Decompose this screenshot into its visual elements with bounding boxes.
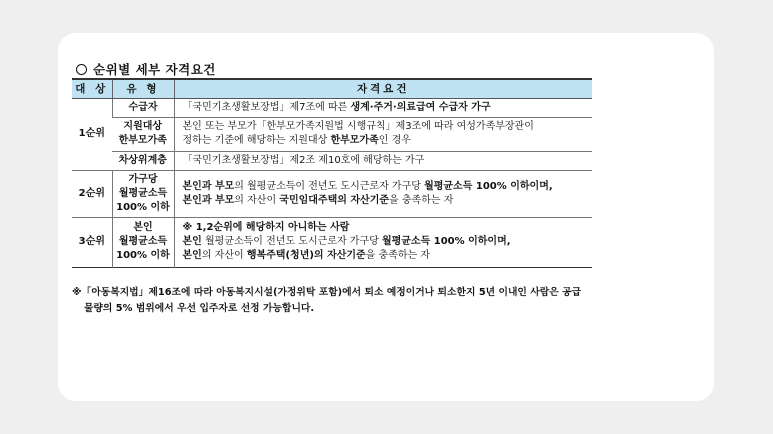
desc-line: [183, 235, 593, 249]
desc-text: 의 자산이: [234, 194, 280, 206]
desc-line: 본인 또는 부모가「한부모가족지원법 시행규칙」제3조에 따라 여성가족부장관이: [182, 121, 534, 132]
table-row: [72, 98, 592, 117]
desc-text: 의 월평균소득이 전년도 도시근로자 가구당: [234, 180, 425, 192]
type-line: 월평균소득: [118, 236, 168, 247]
type-personal-income: [112, 217, 174, 267]
desc-text-bold: 월평균소득 100% 이하이며,: [381, 236, 511, 247]
desc-line: ※ 1,2순위에 해당하지 아니하는 사람: [182, 222, 350, 233]
type-line: 월평균소득: [118, 187, 168, 199]
desc-text-bold: 본인과 부모: [182, 180, 235, 192]
desc-line: [183, 180, 593, 194]
type-line: 100% 이하: [116, 250, 170, 261]
table-row: [72, 170, 592, 217]
rank-2: 2순위: [72, 170, 112, 217]
desc-text: 의 자산이: [201, 250, 247, 261]
desc-line: [183, 249, 593, 263]
desc-text-bold: 생계·주거·의료급여 수급자 가구: [350, 101, 491, 113]
desc-text-bold: 본인과 부모: [182, 194, 235, 206]
table-row: [72, 117, 592, 151]
type-near-poverty: 차상위계층: [112, 151, 174, 170]
desc-recipient: [174, 98, 592, 117]
section-heading: [76, 60, 216, 78]
desc-text: 을 충족하는 자: [365, 250, 431, 261]
type-line: 본인: [133, 222, 153, 233]
desc-text-bold: 월평균소득 100% 이하이며,: [424, 180, 553, 192]
table-row: [72, 151, 592, 170]
circle-bullet-icon: [76, 64, 87, 75]
header-rank: 대 상: [72, 79, 112, 98]
footnote: [72, 285, 600, 317]
desc-single-parent: [174, 117, 592, 151]
section-heading-text: 순위별 세부 자격요건: [93, 62, 216, 77]
desc-line: [183, 194, 593, 208]
desc-personal-income: [174, 217, 592, 267]
type-household-income: [112, 170, 174, 217]
eligibility-table: [72, 78, 592, 268]
table-header-row: [72, 79, 592, 98]
desc-text: 「국민기초생활보장법」제7조에 따른: [182, 101, 351, 113]
desc-line: [183, 134, 593, 148]
footnote-line: 물량의 5% 범위에서 우선 입주자로 선정 가능합니다.: [84, 303, 315, 314]
desc-text: 을 충족하는 자: [389, 194, 454, 206]
type-recipient: 수급자: [112, 98, 174, 117]
header-requirement: 자격요건: [174, 79, 592, 98]
rank-1: 1순위: [72, 98, 112, 170]
desc-text-bold: 본인: [182, 236, 202, 247]
desc-text-bold: 한부모가족: [330, 135, 379, 146]
footnote-line: ※「아동복지법」제16조에 따라 아동복지시설(가정위탁 포함)에서 퇴소 예정이거나 퇴소한지 5년 이내인 사람은 공급: [72, 287, 582, 298]
header-type: 유 형: [112, 79, 174, 98]
type-line: 100% 이하: [116, 201, 170, 213]
desc-text-bold: 행복주택(청년)의 자산기준: [246, 250, 366, 261]
desc-text: 정하는 기준에 해당하는 지원대상: [182, 135, 331, 146]
desc-household-income: [174, 170, 592, 217]
desc-near-poverty: 「국민기초생활보장법」제2조 제10호에 해당하는 가구: [174, 151, 592, 170]
type-line: 가구당: [128, 173, 158, 185]
desc-text: 인 경우: [378, 135, 411, 146]
desc-text-bold: 국민임대주택의 자산기준: [279, 194, 390, 206]
type-line: 한부모가족: [118, 135, 167, 146]
type-single-parent: [112, 117, 174, 151]
desc-text: 월평균소득이 전년도 도시근로자 가구당: [201, 236, 382, 247]
type-line: 지원대상: [123, 121, 163, 132]
table-row: [72, 217, 592, 267]
desc-text-bold: 본인: [182, 250, 202, 261]
rank-3: 3순위: [72, 217, 112, 267]
